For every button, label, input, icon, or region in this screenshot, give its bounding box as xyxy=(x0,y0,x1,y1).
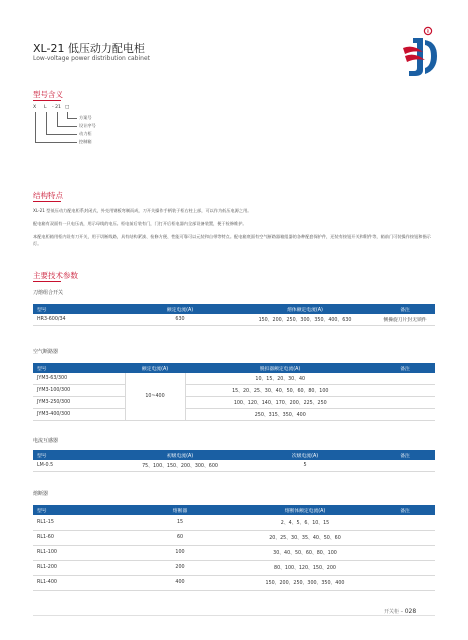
label-power-cabinet: 动力柜 xyxy=(79,131,92,136)
table-row xyxy=(33,385,435,397)
table-header-row xyxy=(33,304,435,314)
cell-remark: 侧操旋刀片封无锁件 xyxy=(375,314,435,326)
structure-paragraph-3: 本配电柜箱用柜内设有刀开关，用于切断线路，具有结构紧凑、检修方便、性能可靠可以元装和自带等特点。配电箱底面有空气断路器箱组器的各种配套保护件，还装有按钮开关和附件等，箱前门可装操作按钮和指示灯。 xyxy=(33,234,431,246)
footer-label: 开关柜 xyxy=(384,609,400,615)
cell-remark xyxy=(375,460,435,472)
col-header-model: 型号 xyxy=(33,363,125,373)
cell-fuse-body-current: 150、200、250、300、350、400 xyxy=(235,575,375,590)
cell-model: LM-0.5 xyxy=(33,460,125,472)
footer-divider xyxy=(33,615,435,616)
company-logo-icon xyxy=(401,26,439,78)
col-header-remark: 备注 xyxy=(375,304,435,314)
cell-fuse: 400 xyxy=(125,575,235,590)
structure-paragraph-1: XL-21 型低压动力配电柜系封闭式，外壳用钢板弯制而成，刀开关操作手柄装于柜右柱上部，可以作为低压电源之用。 xyxy=(33,208,252,213)
cell-trip-current: 250、315、350、400 xyxy=(185,409,375,421)
cell-remark xyxy=(375,397,435,409)
table-header-row xyxy=(33,363,435,373)
table-row xyxy=(33,460,435,472)
table-row xyxy=(33,373,435,385)
table-row xyxy=(33,314,435,326)
cell-model: RL1-400 xyxy=(33,575,125,590)
cell-model: RL1-200 xyxy=(33,560,125,575)
leader-line xyxy=(46,112,47,134)
current-transformer-table xyxy=(33,450,435,472)
model-code-diagram xyxy=(33,105,96,165)
footer xyxy=(380,608,416,615)
leader-line xyxy=(46,134,77,135)
page-title: XL-21 低压动力配电柜 xyxy=(33,42,145,55)
code-part-l: L xyxy=(44,105,47,110)
table-row xyxy=(33,575,435,590)
col-header-model: 型号 xyxy=(33,304,125,314)
table-row xyxy=(33,397,435,409)
cell-model: RL1-60 xyxy=(33,530,125,545)
table-title-air-breaker: 空气断路器 xyxy=(33,349,59,355)
leader-line xyxy=(35,112,36,142)
label-scheme-no: 方案号 xyxy=(79,115,92,120)
table-row xyxy=(33,530,435,545)
cell-primary-current: 75、100、150、200、300、600 xyxy=(125,460,235,472)
leader-line xyxy=(67,118,77,119)
table-row xyxy=(33,545,435,560)
cell-remark xyxy=(375,515,435,530)
cell-fuse-body-current: 80、100、120、150、200 xyxy=(235,560,375,575)
code-part-21: - 21 xyxy=(52,105,61,110)
col-header-primary-current: 初级电流(A) xyxy=(125,450,235,460)
page-number: 028 xyxy=(404,608,417,615)
cell-model: JYM3-400/300 xyxy=(33,409,125,421)
cell-trip-current: 15、20、25、30、40、50、60、80、100 xyxy=(185,385,375,397)
cell-fuse: 15 xyxy=(125,515,235,530)
cell-fuse-current: 150、200、250、300、350、400、630 xyxy=(235,314,375,326)
table-title-fuse-switch: 刀熔组合开关 xyxy=(33,290,64,296)
col-header-trip-current: 脱扣器额定电流(A) xyxy=(185,363,375,373)
code-part-x: X xyxy=(33,105,37,110)
col-header-fuse: 熔断器 xyxy=(125,505,235,515)
fuse-table xyxy=(33,505,435,591)
cell-remark xyxy=(375,560,435,575)
leader-line xyxy=(57,112,58,126)
cell-remark xyxy=(375,373,435,385)
table-row xyxy=(33,515,435,530)
cell-rated-current-merged: 10~400 xyxy=(125,373,185,421)
heading-underline xyxy=(33,201,61,202)
cell-secondary-current: 5 xyxy=(235,460,375,472)
cell-model: JYM3-63/300 xyxy=(33,373,125,385)
fuse-switch-table xyxy=(33,304,435,326)
cell-fuse-body-current: 30、40、50、60、80、100 xyxy=(235,545,375,560)
leader-line xyxy=(35,142,77,143)
svg-text:R: R xyxy=(426,29,430,34)
table-row xyxy=(33,560,435,575)
label-design-no: 设计序号 xyxy=(79,123,96,128)
cell-remark xyxy=(375,530,435,545)
heading-underline xyxy=(33,281,61,282)
col-header-remark: 备注 xyxy=(375,450,435,460)
code-part-box: □ xyxy=(65,105,70,110)
cell-remark xyxy=(375,575,435,590)
table-title-fuse: 熔断器 xyxy=(33,491,49,497)
cell-rated-current: 630 xyxy=(125,314,235,326)
col-header-model: 型号 xyxy=(33,505,125,515)
table-row xyxy=(33,409,435,421)
col-header-model: 型号 xyxy=(33,450,125,460)
leader-line xyxy=(57,126,77,127)
col-header-rated-current: 额定电流(A) xyxy=(125,363,185,373)
cell-fuse-body-current: 2、4、5、6、10、15 xyxy=(235,515,375,530)
col-header-secondary-current: 次级电流(A) xyxy=(235,450,375,460)
col-header-fuse-body-current: 熔断体额定电流(A) xyxy=(235,505,375,515)
col-header-fuse-current: 熔体额定电流(A) xyxy=(235,304,375,314)
footer-separator: – xyxy=(400,609,405,615)
page-subtitle: Low-voltage power distribution cabinet xyxy=(33,55,150,62)
cell-model: HR3-600/34 xyxy=(33,314,125,326)
table-header-row xyxy=(33,505,435,515)
cell-fuse: 100 xyxy=(125,545,235,560)
model-meaning-heading: 型号含义 xyxy=(33,90,63,99)
heading-underline xyxy=(33,100,61,101)
cell-fuse: 60 xyxy=(125,530,235,545)
structure-paragraph-2: 配电箱有双面有一只电压表，用示母线的电压。柜电前后装有门，门打开后柜电器内全部设备装置，便于检修维护。 xyxy=(33,221,247,226)
label-control-box: 控制箱 xyxy=(79,139,92,144)
cell-remark xyxy=(375,385,435,397)
col-header-remark: 备注 xyxy=(375,505,435,515)
table-header-row xyxy=(33,450,435,460)
col-header-rated-current: 额定电流(A) xyxy=(125,304,235,314)
cell-trip-current: 10、15、20、30、40 xyxy=(185,373,375,385)
air-breaker-table xyxy=(33,363,435,421)
cell-remark xyxy=(375,545,435,560)
cell-model: JYM3-250/300 xyxy=(33,397,125,409)
table-title-current-transformer: 电流互感器 xyxy=(33,438,59,444)
cell-trip-current: 100、120、140、170、200、225、250 xyxy=(185,397,375,409)
col-header-remark: 备注 xyxy=(375,363,435,373)
cell-model: RL1-100 xyxy=(33,545,125,560)
cell-fuse-body-current: 20、25、30、35、40、50、60 xyxy=(235,530,375,545)
cell-model: RL1-15 xyxy=(33,515,125,530)
structure-heading: 结构特点 xyxy=(33,191,63,200)
cell-model: JYM3-100/300 xyxy=(33,385,125,397)
cell-fuse: 200 xyxy=(125,560,235,575)
cell-remark xyxy=(375,409,435,421)
specs-heading: 主要技术参数 xyxy=(33,271,78,280)
